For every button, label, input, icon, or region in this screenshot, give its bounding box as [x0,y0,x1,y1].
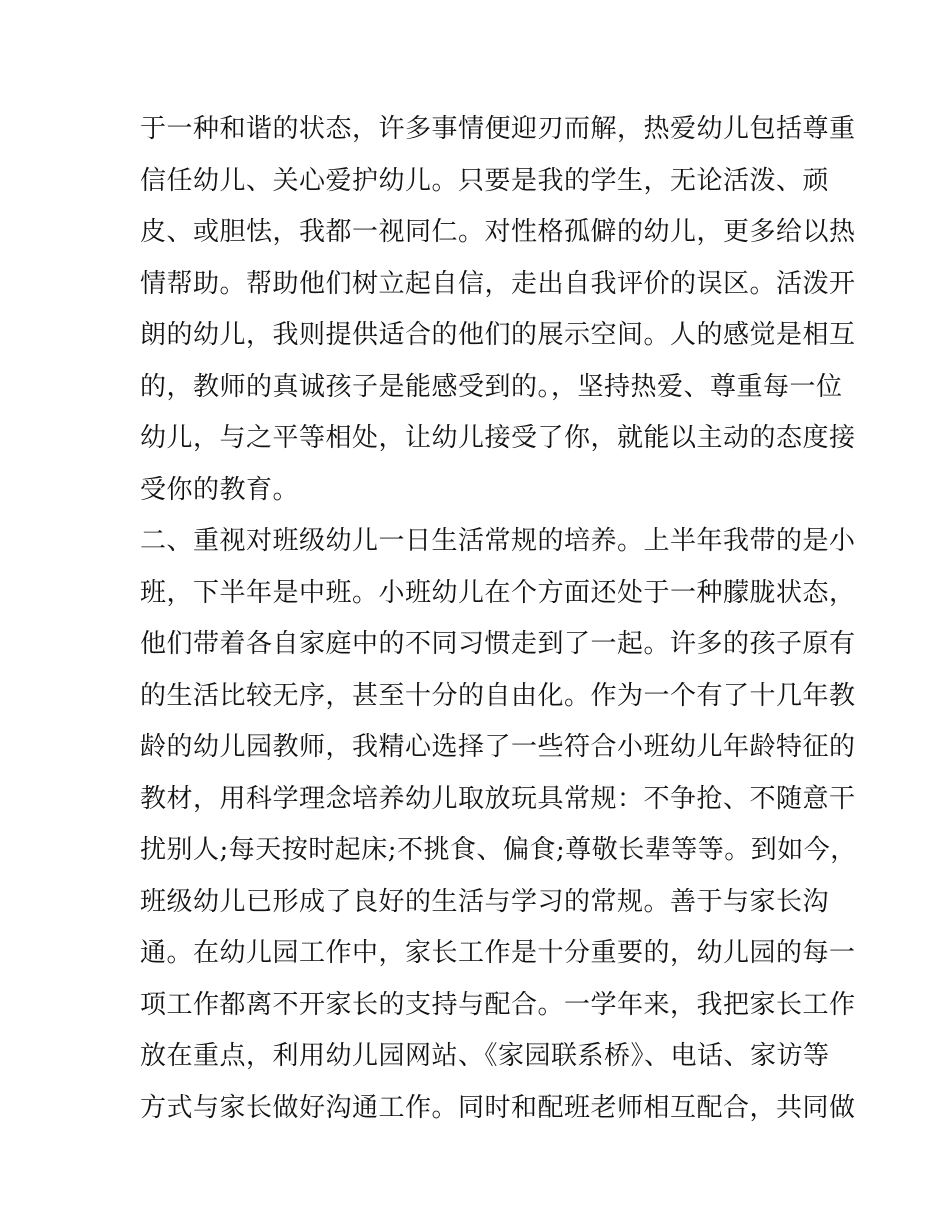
body-text [140,104,857,1134]
text-line: 班级幼儿已形成了良好的生活与学习的常规。善于与家长沟 [140,886,830,917]
text-line: 方式与家长做好沟通工作。同时和配班老师相互配合，共同做 [140,1092,856,1123]
text-line: 项工作都离不开家长的支持与配合。一学年来，我把家长工作 [140,989,856,1020]
text-line: 皮、或胆怯，我都一视同仁。对性格孤僻的幼儿，更多给以热 [140,217,856,247]
text-line: 朗的幼儿，我则提供适合的他们的展示空间。人的感觉是相互 [140,320,856,350]
text-line: 信任幼儿、关心爱护幼儿。只要是我的学生，无论活泼、顽 [140,165,830,196]
text-line: 放在重点，利用幼儿园网站、《家园联系桥》、电话、家访等 [140,1041,830,1071]
text-line: 龄的幼儿园教师，我精心选择了一些符合小班幼儿年龄特征的 [140,732,856,762]
text-line: 幼儿，与之平等相处，让幼儿接受了你，就能以主动的态度接 [140,423,856,453]
text-line: 的，教师的真诚孩子是能感受到的。，坚持热爱、尊重每一位 [140,371,843,402]
text-line: 教材，用科学理念培养幼儿取放玩具常规：不争抢、不随意干 [140,783,856,814]
text-line: 通。在幼儿园工作中，家长工作是十分重要的，幼儿园的每一 [140,938,856,968]
text-line: 班，下半年是中班。小班幼儿在个方面还处于一种朦胧状态， [140,577,856,608]
text-line: 受你的教育。 [140,474,300,505]
text-line: 于一种和谐的状态，许多事情便迎刃而解，热爱幼儿包括尊重 [140,114,856,144]
text-line: 扰别人;每天按时起床;不挑食、偏食;尊敬长辈等等。到如今， [140,835,857,865]
text-line: 二、重视对班级幼儿一日生活常规的培养。上半年我带的是小 [140,526,856,556]
text-line: 他们带着各自家庭中的不同习惯走到了一起。许多的孩子原有 [140,629,856,659]
text-line: 的生活比较无序，甚至十分的自由化。作为一个有了十几年教 [140,680,856,711]
text-line: 情帮助。帮助他们树立起自信，走出自我评价的误区。活泼开 [140,268,856,299]
